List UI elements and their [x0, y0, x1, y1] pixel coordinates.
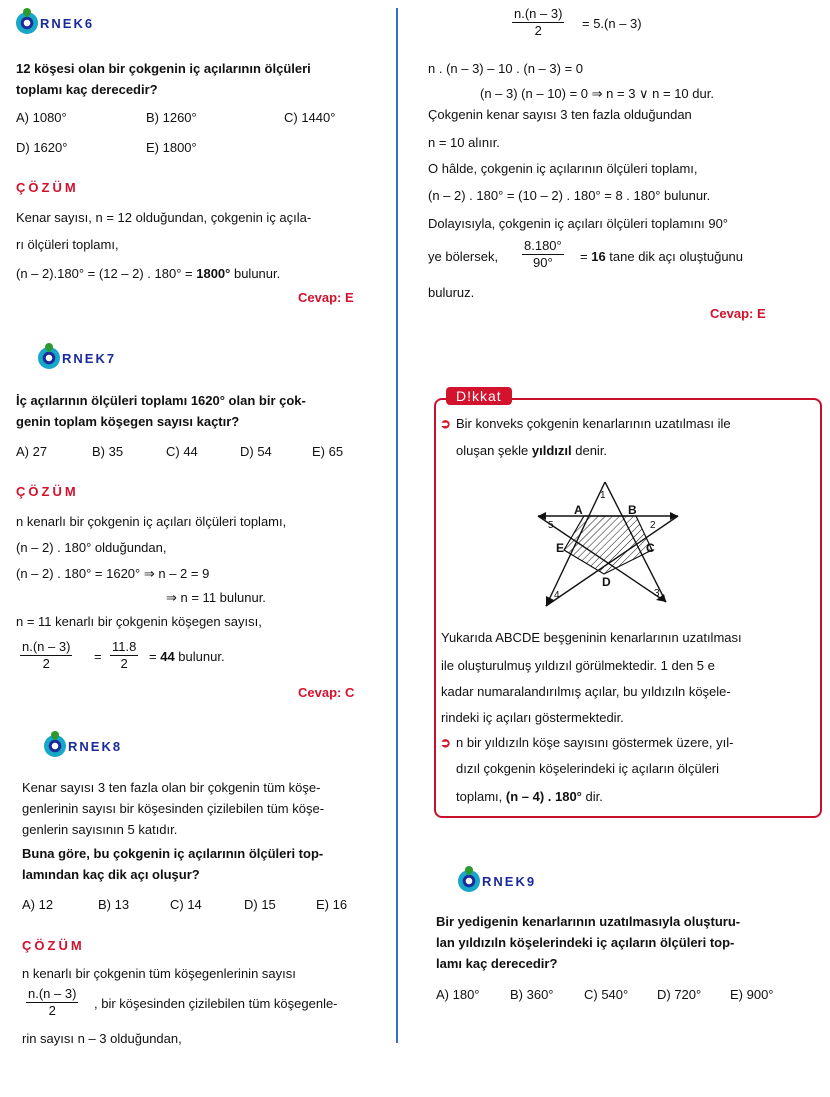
right-line3: Çokgenin kenar sayısı 3 ten fazla olduğundan — [428, 107, 692, 122]
ornek7-question-line1: İç açılarının ölçüleri toplamı 1620° olan bir çok- — [16, 393, 306, 408]
ornek9-option-c: C) 540° — [584, 987, 629, 1002]
star-figure — [530, 478, 710, 618]
angle-2: 2 — [650, 520, 656, 531]
equals-sign: = — [580, 249, 592, 264]
ornek7-solution-line5: n = 11 kenarlı bir çokgenin köşegen sayısı, — [16, 614, 262, 629]
ornek8-question-line2: lamından kaç dik açı oluşur? — [22, 867, 200, 882]
ornek8-title: RNEK8 — [68, 738, 123, 754]
ornek6-title: RNEK6 — [40, 15, 95, 31]
right-line2: (n – 3) (n – 10) = 0 ⇒ n = 3 ∨ n = 10 dur. — [480, 86, 714, 101]
right-top-fraction — [512, 6, 564, 39]
ornek6-heading — [16, 12, 94, 34]
angle-5: 5 — [548, 520, 554, 531]
dikkat-p2-line3: kadar numaralandırılmış açılar, bu yıldızıln köşele- — [441, 684, 731, 699]
right-line5: O hâlde, çokgenin iç açılarının ölçüleri toplamı, — [428, 161, 698, 176]
ornek7-result-line — [149, 649, 225, 665]
dikkat-p3-tail: dir. — [581, 789, 603, 804]
ornek8-question-line1: Buna göre, bu çokgenin iç açılarının ölçüleri top- — [22, 846, 324, 861]
left-column — [0, 0, 392, 1097]
dikkat-p1-line2 — [456, 443, 607, 459]
star-pentagon — [564, 516, 652, 574]
angle-3: 3 — [654, 588, 660, 599]
ornek6-question-line2: toplamı kaç derecedir? — [16, 82, 158, 97]
ornek9-option-a: A) 180° — [436, 987, 480, 1002]
ornek7-solution-line1: n kenarlı bir çokgenin iç açıları ölçüleri toplamı, — [16, 514, 287, 529]
ornek6-question-line1: 12 köşesi olan bir çokgenin iç açılarının ölçüleri — [16, 61, 311, 76]
fraction-numerator: 8.180° — [524, 238, 562, 253]
ornek7-option-c: C) 44 — [166, 444, 198, 459]
ornek9-title: RNEK9 — [482, 873, 537, 889]
vertex-b: B — [628, 503, 637, 517]
ornek8-solution-line3: rin sayısı n – 3 olduğundan, — [22, 1031, 182, 1046]
dikkat-p2-line2: ile oluşturulmuş yıldızıl görülmektedir. 1 den 5 e — [441, 658, 715, 673]
ornek9-option-e: E) 900° — [730, 987, 774, 1002]
ornek6-cevap: Cevap: E — [298, 290, 354, 305]
ornek9-question-line2: lan yıldızıln köşelerindeki iç açıların ölçüleri top- — [436, 935, 735, 950]
vertex-d: D — [602, 575, 611, 589]
ornek7-fraction-2 — [110, 639, 138, 672]
right-cevap: Cevap: E — [710, 306, 766, 321]
fraction-denominator: 2 — [42, 656, 50, 671]
dikkat-p1-tail: denir. — [571, 443, 608, 458]
dikkat-p3-line1: n bir yıldızıln köşe sayısını göstermek üzere, yıl- — [456, 735, 734, 750]
right-line7: Dolayısıyla, çokgenin iç açıları ölçüleri toplamını 90° — [428, 216, 729, 231]
ornek7-solution-line4: ⇒ n = 11 bulunur. — [166, 590, 266, 605]
ornek8-solution-line1: n kenarlı bir çokgenin tüm köşegenlerinin sayısı — [22, 966, 296, 981]
ornek7-question-line2: genin toplam köşegen sayısı kaçtır? — [16, 414, 240, 429]
fraction-denominator: 2 — [120, 656, 128, 671]
dikkat-p2-line1: Yukarıda ABCDE beşgeninin kenarlarının uzatılması — [441, 630, 742, 645]
dikkat-p3-text: toplamı, — [456, 789, 506, 804]
fraction-denominator: 90° — [533, 255, 553, 270]
ornek-o-icon — [44, 735, 66, 757]
ornek6-option-e: E) 1800° — [146, 140, 197, 155]
fraction-denominator: 2 — [48, 1003, 56, 1018]
right-line1: n . (n – 3) – 10 . (n – 3) = 0 — [428, 61, 584, 76]
ornek7-option-b: B) 35 — [92, 444, 124, 459]
arrow-bullet-icon: ➲ — [440, 416, 451, 431]
ornek-o-icon — [458, 870, 480, 892]
ornek9-option-b: B) 360° — [510, 987, 554, 1002]
ornek7-cevap: Cevap: C — [298, 685, 355, 700]
ornek6-cozum-heading: ÇÖZÜM — [16, 180, 79, 195]
right-fraction — [522, 238, 564, 271]
ornek8-text-line2: genlerinin sayısı bir köşesinden çizilebilen tüm köşe- — [22, 801, 325, 816]
ornek6-solution-line2: rı ölçüleri toplamı, — [16, 237, 119, 252]
ornek8-text-line3: genlerin sayısının 5 katıdır. — [22, 822, 178, 837]
vertex-c: C — [646, 541, 655, 555]
right-line9: buluruz. — [428, 285, 475, 300]
ornek9-question-line3: lamı kaç derecedir? — [436, 956, 558, 971]
ornek6-option-d: D) 1620° — [16, 140, 68, 155]
dikkat-p1-line1: Bir konveks çokgenin kenarlarının uzatılması ile — [456, 416, 731, 431]
ornek7-option-e: E) 65 — [312, 444, 344, 459]
dikkat-formula: (n – 4) . 180° — [505, 789, 582, 804]
ornek-o-icon — [16, 12, 38, 34]
vertex-e: E — [556, 541, 565, 555]
right-line6: (n – 2) . 180° = (10 – 2) . 180° = 8 . 180° bulunur. — [428, 188, 711, 203]
arrow-bullet-icon: ➲ — [440, 735, 451, 750]
ornek6-solution-expr: (n – 2).180° = (12 – 2) . 180° = — [16, 266, 197, 281]
column-divider — [396, 8, 398, 1043]
ornek8-fraction — [26, 986, 78, 1019]
fraction-numerator: 11.8 — [112, 639, 137, 654]
right-line8-end — [580, 249, 743, 265]
ornek8-heading — [44, 735, 122, 757]
fraction-numerator: n.(n – 3) — [28, 986, 77, 1001]
right-line8-tail: tane dik açı oluştuğunu — [605, 249, 744, 264]
ornek6-solution-line1: Kenar sayısı, n = 12 olduğundan, çokgenin iç açıla- — [16, 210, 312, 225]
ornek7-fraction-1 — [20, 639, 72, 672]
ornek7-cozum-heading: ÇÖZÜM — [16, 484, 79, 499]
ornek8-option-e: E) 16 — [316, 897, 348, 912]
right-result: 16 — [591, 249, 606, 264]
fraction-denominator: 2 — [534, 23, 542, 38]
ornek6-solution-result: 1800° — [196, 266, 231, 281]
ornek8-cozum-heading: ÇÖZÜM — [22, 938, 85, 953]
fraction-numerator: n.(n – 3) — [514, 6, 563, 21]
ornek7-option-d: D) 54 — [240, 444, 272, 459]
ornek7-result: 44 — [160, 649, 175, 664]
right-top-equation: = 5.(n – 3) — [582, 16, 642, 31]
ornek8-option-c: C) 14 — [170, 897, 202, 912]
ornek9-question-line1: Bir yedigenin kenarlarının uzatılmasıyla oluşturu- — [436, 914, 741, 929]
ornek6-option-b: B) 1260° — [146, 110, 197, 125]
dikkat-p3-line2: dızıl çokgenin köşelerindeki iç açıların ölçüleri — [456, 761, 720, 776]
right-line4: n = 10 alınır. — [428, 135, 500, 150]
vertex-a: A — [574, 503, 583, 517]
ornek8-option-b: B) 13 — [98, 897, 130, 912]
right-line8-start: ye bölersek, — [428, 249, 499, 264]
dikkat-p1-text: oluşan şekle — [456, 443, 532, 458]
ornek7-equals-1: = — [94, 649, 102, 664]
ornek7-solution-line3: (n – 2) . 180° = 1620° ⇒ n – 2 = 9 — [16, 566, 210, 581]
equals-sign: = — [149, 649, 161, 664]
ornek8-option-d: D) 15 — [244, 897, 276, 912]
dikkat-p3-line3 — [456, 789, 603, 805]
fraction-numerator: n.(n – 3) — [22, 639, 71, 654]
ornek9-option-d: D) 720° — [657, 987, 702, 1002]
ornek7-result-tail: bulunur. — [174, 649, 225, 664]
ornek9-heading — [458, 870, 536, 892]
ornek6-solution-line3 — [16, 266, 280, 282]
angle-1: 1 — [600, 490, 606, 501]
angle-4: 4 — [554, 590, 560, 601]
ornek-o-icon — [38, 347, 60, 369]
ornek8-text-line1: Kenar sayısı 3 ten fazla olan bir çokgenin tüm köşe- — [22, 780, 321, 795]
ornek6-option-a: A) 1080° — [16, 110, 67, 125]
ornek8-option-a: A) 12 — [22, 897, 54, 912]
dikkat-tab: D!kkat — [446, 387, 512, 405]
ornek6-solution-tail: bulunur. — [230, 266, 281, 281]
ornek7-heading — [38, 347, 116, 369]
ornek7-option-a: A) 27 — [16, 444, 48, 459]
ornek8-solution-line2: , bir köşesinden çizilebilen tüm köşegenle- — [94, 996, 338, 1011]
dikkat-p2-line4: rindeki iç açıları göstermektedir. — [441, 710, 624, 725]
ornek7-title: RNEK7 — [62, 350, 117, 366]
dikkat-term: yıldızıl — [531, 443, 572, 458]
ornek7-solution-line2: (n – 2) . 180° olduğundan, — [16, 540, 167, 555]
ornek6-option-c: C) 1440° — [284, 110, 336, 125]
